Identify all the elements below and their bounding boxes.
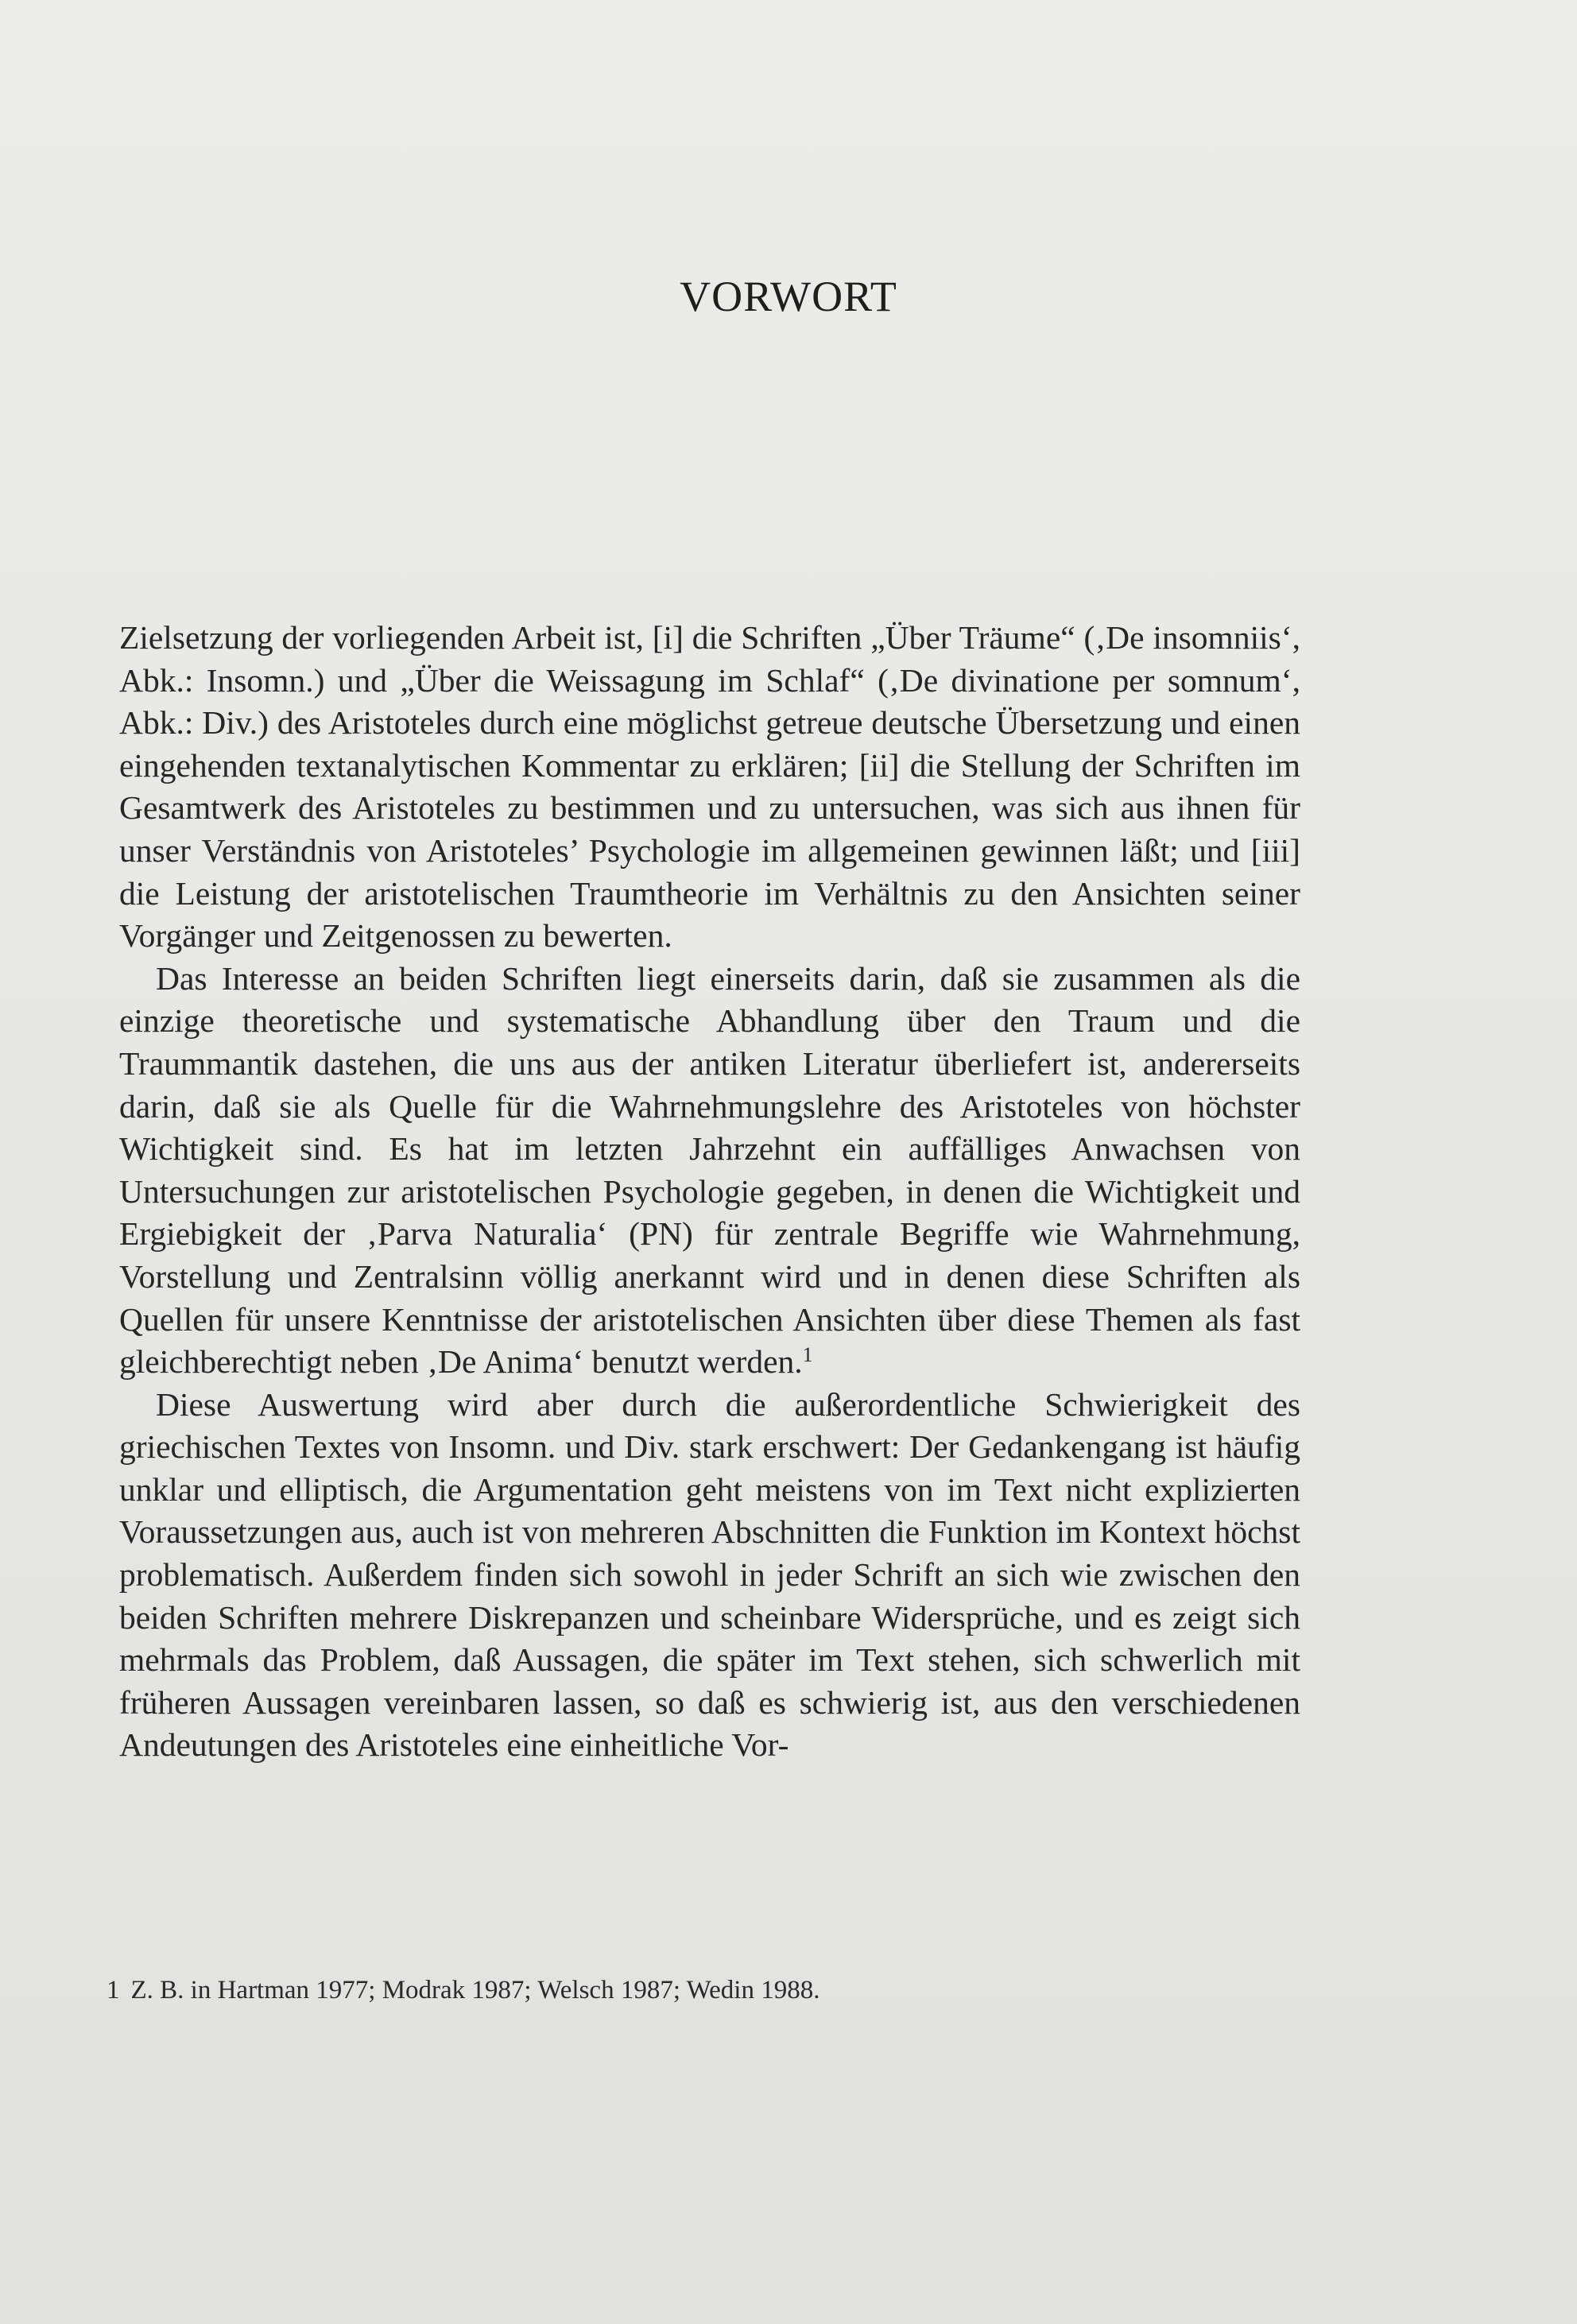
footnote <box>107 1974 1299 2006</box>
paragraph-3: Diese Auswertung wird aber durch die außerordentliche Schwierigkeit des griechischen Textes von Insomn. und Div. stark erschwert: Der Gedankengang ist häufig unklar und elliptisch, die Argumentation geht meistens von im Text nicht explizierten Voraussetzungen aus, auch ist von mehreren Abschnitten die Funktion im Kontext höchst problematisch. Außerdem finden sich sowohl in jeder Schrift an sich wie zwischen den beiden Schriften mehrere Diskrepanzen und scheinbare Widersprüche, und es zeigt sich mehrmals das Problem, daß Aussagen, die später im Text stehen, sich schwerlich mit früheren Aussagen vereinbaren lassen, so daß es schwierig ist, aus den verschiedenen Andeutungen des Aristoteles eine einheitliche Vor- <box>119 1385 1300 1764</box>
footnote-number: 1 <box>107 1976 120 2004</box>
paragraph-1: Zielsetzung der vorliegenden Arbeit ist, [i] die Schriften „Über Träume“ (‚De insomniis‘, Abk.: Insomn.) und „Über die Weissagung im Schlaf“ (‚De divinatione per somnum‘, Abk.: Div.) des Aristoteles durch eine möglichst getreue deutsche Übersetzung und einen eingehenden textanalytischen Kommentar zu erklären; [ii] die Stellung der Schriften im Gesamtwerk des Aristoteles zu bestimmen und zu untersuchen, was sich aus ihnen für unser Verständnis von Aristoteles’ Psychologie im allgemeinen gewinnen läßt; und [iii] die Leistung der aristotelischen Traumtheorie im Verhältnis zu den Ansichten seiner Vorgänger und Zeitgenossen zu bewerten. <box>119 619 1300 955</box>
paragraph-2 <box>119 958 1300 1384</box>
chapter-heading: VORWORT <box>680 273 897 320</box>
footnote-marker: 1 <box>802 1343 813 1367</box>
footnote-text: Z. B. in Hartman 1977; Modrak 1987; Welsch 1987; Wedin 1988. <box>130 1976 820 2004</box>
body-text <box>119 617 1300 1767</box>
paragraph-2-text: Das Interesse an beiden Schriften liegt einerseits darin, daß sie zusammen als die einzige theoretische und systematische Abhandlung über den Traum und die Traummantik dastehen, die uns aus der antiken Literatur überliefert ist, andererseits darin, daß sie als Quelle für die Wahrnehmungslehre des Aristoteles von höchster Wichtigkeit sind. Es hat im letzten Jahrzehnt ein auffälliges Anwachsen von Untersuchungen zur aristotelischen Psychologie gegeben, in denen die Wichtigkeit und Ergiebigkeit der ‚Parva Naturalia‘ (PN) für zentrale Begriffe wie Wahrnehmung, Vorstellung und Zentralsinn völlig anerkannt wird und in denen diese Schriften als Quellen für unsere Kenntnisse der aristotelischen Ansichten über diese Themen als fast gleichberechtigt neben ‚De Anima‘ benutzt werden. <box>119 959 1300 1381</box>
